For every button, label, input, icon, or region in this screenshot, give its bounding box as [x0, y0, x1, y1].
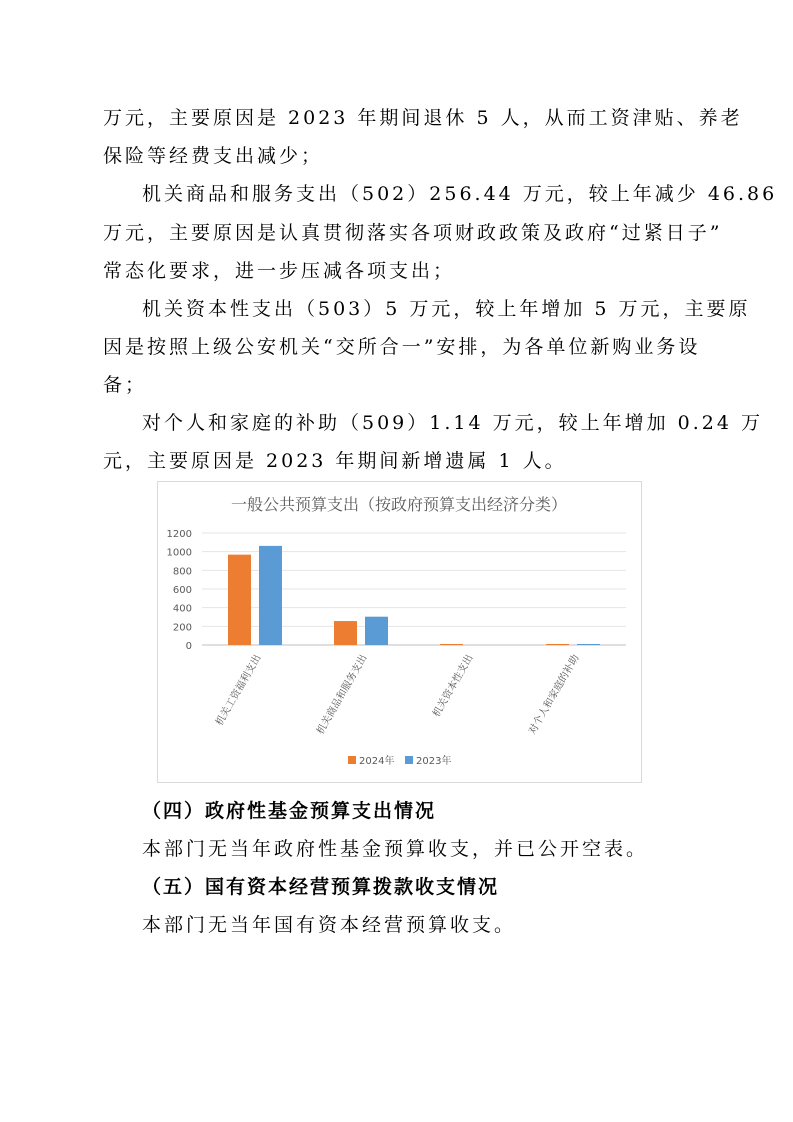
text-line: 保险等经费支出减少； — [103, 145, 324, 167]
y-tick-label: 400 — [172, 603, 192, 615]
y-tick-label: 600 — [172, 585, 192, 596]
section-4-heading: （四）政府性基金预算支出情况 — [142, 800, 437, 822]
legend-swatch — [405, 756, 413, 764]
chart-svg — [158, 482, 641, 782]
bar-series-b — [259, 546, 282, 645]
legend-swatch — [348, 756, 356, 764]
bar-series-a — [334, 621, 357, 645]
section-4-text: 本部门无当年政府性基金预算收支，并已公开空表。 — [142, 838, 649, 860]
section-5-text: 本部门无当年国有资本经营预算收支。 — [142, 914, 517, 936]
text-line: 万元，主要原因是 2023 年期间退休 5 人，从而工资津贴、养老 — [103, 107, 743, 129]
text-line: 机关资本性支出（503）5 万元，较上年增加 5 万元，主要原 — [142, 298, 751, 320]
y-tick-label: 800 — [172, 566, 192, 578]
x-tick-label: 机关资本性支出 — [431, 653, 476, 720]
y-tick-label: 200 — [172, 622, 192, 634]
legend-label: 2023年 — [416, 756, 452, 767]
section-5-heading: （五）国有资本经营预算拨款收支情况 — [142, 876, 500, 898]
x-tick-label: 对个人和家庭的补助 — [527, 653, 582, 737]
legend-label: 2024年 — [359, 756, 395, 767]
chart-title: 一般公共预算支出（按政府预算支出经济分类） — [230, 495, 568, 514]
bar-chart — [157, 481, 642, 783]
text-line: 常态化要求，进一步压减各项支出； — [103, 260, 456, 282]
y-tick-label: 1200 — [166, 529, 192, 540]
y-tick-label: 1000 — [166, 547, 192, 559]
bar-series-a — [228, 555, 251, 645]
text-line: 对个人和家庭的补助（509）1.14 万元，较上年增加 0.24 万 — [142, 412, 763, 434]
text-line: 万元，主要原因是认真贯彻落实各项财政政策及政府“过紧日子” — [103, 222, 723, 244]
bar-series-b — [365, 617, 388, 645]
bar-series-b — [577, 644, 600, 645]
text-line: 元，主要原因是 2023 年期间新增遗属 1 人。 — [103, 450, 567, 472]
text-line: 因是按照上级公安机关“交所合一”安排，为各单位新购业务设 — [103, 336, 701, 358]
bar-series-a — [546, 644, 569, 645]
text-line: 备； — [103, 374, 148, 396]
y-tick-label: 0 — [185, 641, 192, 652]
x-tick-label: 机关商品和服务支出 — [315, 653, 370, 737]
text-line: 机关商品和服务支出（502）256.44 万元，较上年减少 46.86 — [142, 183, 778, 205]
bar-series-a — [440, 644, 463, 645]
x-tick-label: 机关工资福利支出 — [214, 653, 264, 728]
